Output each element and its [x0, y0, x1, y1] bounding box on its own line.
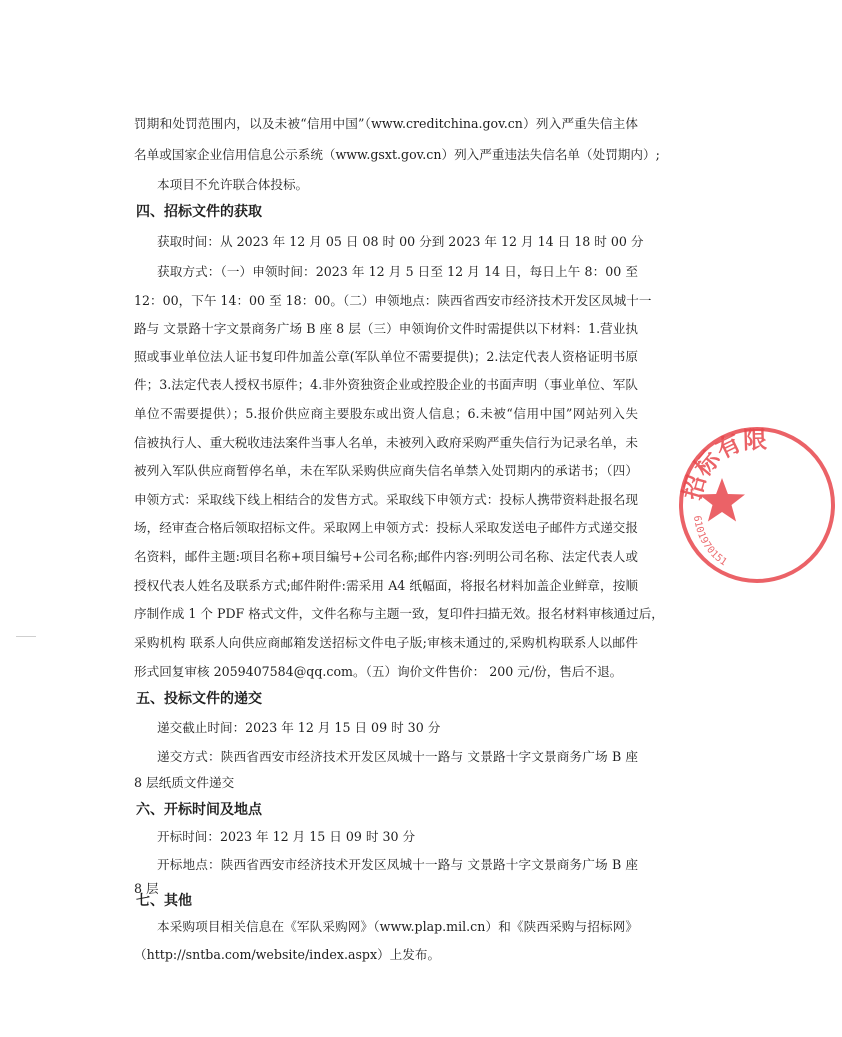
paragraph-line: 授权代表人姓名及联系方式;邮件附件:需采用 A4 纸幅面，将报名材料加盖企业鲜章，按顺 — [134, 578, 638, 593]
paragraph-line: 开标地点：陕西省西安市经济技术开发区凤城十一路与 文景路十字文景商务广场 B 座 — [157, 857, 638, 872]
paragraph-line: 信被执行人、重大税收违法案件当事人名单，未被列入政府采购严重失信行为记录名单，未 — [134, 435, 638, 450]
paragraph-line: 递交截止时间：2023 年 12 月 15 日 09 时 30 分 — [157, 720, 441, 735]
paragraph-line: 采购机构 联系人向供应商邮箱发送招标文件电子版;审核未通过的,采购机构联系人以邮件 — [134, 635, 638, 650]
paragraph-line: 照或事业单位法人证书复印件加盖公章(军队单位不需要提供)；2.法定代表人资格证明书原 — [134, 349, 638, 364]
paragraph-line: （http://sntba.com/website/index.aspx）上发布。 — [134, 947, 441, 962]
section-heading-5: 五、投标文件的递交 — [136, 691, 262, 707]
official-seal-stamp — [672, 420, 842, 590]
paragraph-line: 获取时间：从 2023 年 12 月 05 日 08 时 00 分到 2023 年 12 月 14 日 18 时 00 分 — [157, 234, 644, 249]
paragraph-line: 8 层纸质文件递交 — [134, 775, 235, 790]
paragraph-line: 12：00，下午 14：00 至 18：00。（二）申领地点：陕西省西安市经济技术开发区凤城十一 — [134, 293, 652, 308]
paragraph-line: 本采购项目相关信息在《军队采购网》（www.plap.mil.cn）和《陕西采购与招标网》 — [157, 919, 638, 934]
paragraph-line: 罚期和处罚范围内，以及未被“信用中国”（www.creditchina.gov.cn）列入严重失信主体 — [134, 116, 638, 131]
section-heading-7: 七、其他 — [136, 893, 192, 909]
paragraph-line: 单位不需要提供）；5.报价供应商主要股东或出资人信息；6.未被“信用中国”网站列入失 — [134, 406, 638, 421]
paragraph-line: 场，经审查合格后领取招标文件。采取网上申领方式：投标人采取发送电子邮件方式递交报 — [134, 520, 638, 535]
paragraph-line: 件；3.法定代表人授权书原件；4.非外资独资企业或控股企业的书面声明（事业单位、军队 — [134, 377, 638, 392]
seal-text: 招标有限 — [677, 425, 768, 503]
paragraph-line: 本项目不允许联合体投标。 — [157, 177, 309, 192]
scan-mark — [16, 636, 36, 637]
section-heading-6: 六、开标时间及地点 — [136, 802, 262, 818]
paragraph-line: 名单或国家企业信用信息公示系统（www.gsxt.gov.cn）列入严重违法失信名单（处罚期内）; — [134, 147, 660, 162]
section-heading-4: 四、招标文件的获取 — [136, 204, 262, 220]
paragraph-line: 递交方式：陕西省西安市经济技术开发区凤城十一路与 文景路十字文景商务广场 B 座 — [157, 749, 638, 764]
paragraph-line: 被列入军队供应商暂停名单，未在军队采购供应商失信名单禁入处罚期内的承诺书；（四） — [134, 463, 638, 478]
paragraph-line: 名资料，邮件主题:项目名称+项目编号+公司名称;邮件内容:列明公司名称、法定代表人或 — [134, 549, 638, 564]
paragraph-line: 开标时间：2023 年 12 月 15 日 09 时 30 分 — [157, 829, 416, 844]
paragraph-line: 8 层 — [134, 881, 159, 896]
paragraph-line: 序制作成 1 个 PDF 格式文件，文件名称与主题一致，复印件扫描无效。报名材料审核通过后， — [134, 606, 664, 621]
paragraph-line: 申领方式：采取线下线上相结合的发售方式。采取线下申领方式：投标人携带资料赴报名现 — [134, 492, 638, 507]
seal-code: 6101970151 — [691, 515, 729, 569]
paragraph-line: 获取方式：（一）申领时间：2023 年 12 月 5 日至 12 月 14 日，每日上午 8：00 至 — [157, 264, 638, 279]
paragraph-line: 形式回复审核 2059407584@qq.com。（五）询价文件售价： 200 元/份，售后不退。 — [134, 664, 623, 679]
paragraph-line: 路与 文景路十字文景商务广场 B 座 8 层（三）申领询价文件时需提供以下材料：1.营业执 — [134, 321, 638, 336]
